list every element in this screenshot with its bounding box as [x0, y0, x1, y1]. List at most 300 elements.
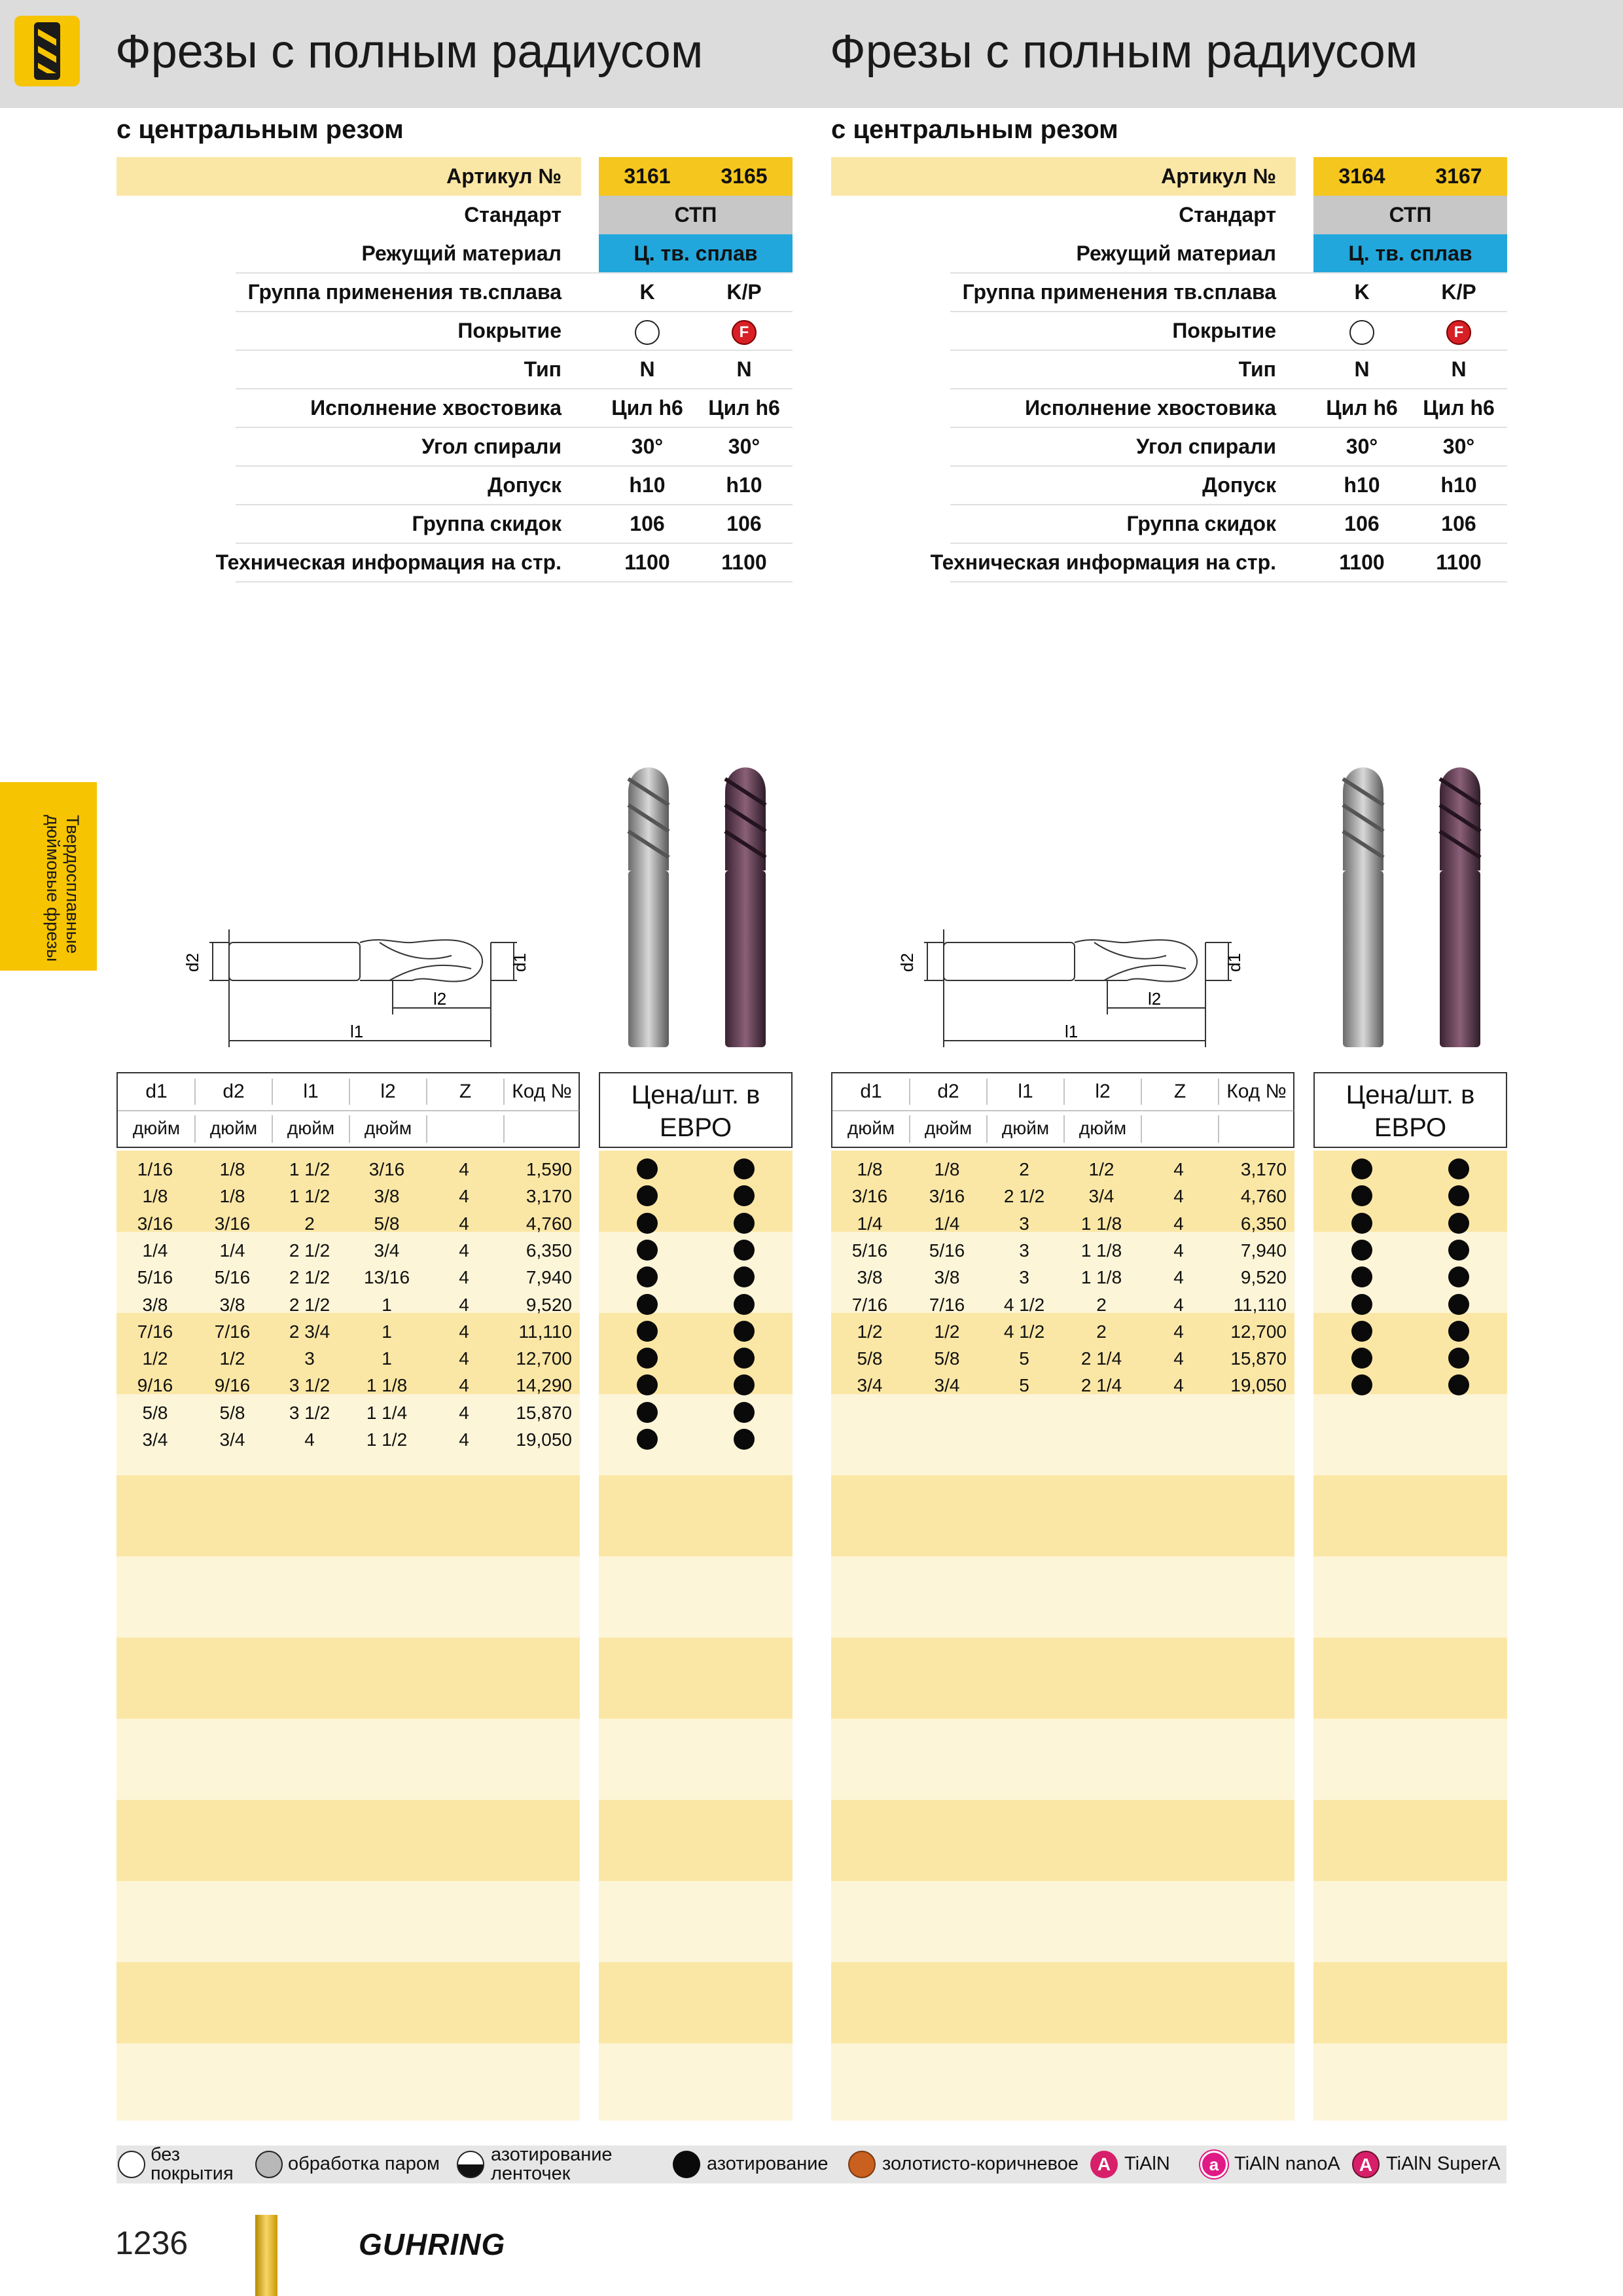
- table-cell: 4: [459, 1375, 469, 1396]
- table-cell: 15,870: [516, 1402, 572, 1423]
- col-header: l2: [1095, 1081, 1111, 1102]
- table-band: [1313, 1475, 1507, 1556]
- gold-brown-coating-icon: [848, 2151, 876, 2178]
- group-value: K: [1354, 280, 1370, 304]
- table-band: [1313, 1151, 1507, 1232]
- table-cell: 4: [459, 1159, 469, 1179]
- table-cell: 2: [1096, 1321, 1107, 1342]
- svg-text:d1: d1: [1224, 953, 1244, 972]
- table-cell: 4: [459, 1240, 469, 1261]
- discount-value: 106: [1344, 512, 1380, 535]
- availability-dot-icon: [637, 1213, 658, 1234]
- availability-dot-icon: [734, 1294, 755, 1315]
- spec-label: Группа скидок: [1126, 512, 1276, 535]
- material-value: Ц. тв. сплав: [1348, 242, 1472, 265]
- table-band: [599, 1151, 793, 1232]
- table-cell: 7/16: [929, 1294, 965, 1315]
- row-divider: [236, 311, 793, 312]
- type-value: N: [1354, 357, 1370, 381]
- discount-value: 106: [630, 512, 665, 535]
- table-cell: 4: [459, 1213, 469, 1234]
- table-cell: 6,350: [1240, 1213, 1287, 1234]
- legend-label: золотисто-коричневое: [882, 2153, 1079, 2174]
- table-cell: 7/16: [214, 1321, 251, 1342]
- discount-value: 106: [1441, 512, 1476, 535]
- table-cell: 2 1/4: [1080, 1375, 1122, 1396]
- table-cell: 4: [459, 1321, 469, 1342]
- table-band: [599, 1313, 793, 1394]
- table-cell: 1 1/2: [366, 1429, 408, 1450]
- availability-dot-icon: [637, 1402, 658, 1423]
- table-cell: 2: [1096, 1294, 1107, 1315]
- side-category-tab[interactable]: [0, 782, 97, 971]
- availability-dot-icon: [1448, 1158, 1469, 1179]
- table-band: [1313, 1719, 1507, 1800]
- table-cell: 3 1/2: [289, 1402, 330, 1423]
- table-band: [831, 1962, 1294, 2043]
- availability-dot-icon: [1448, 1348, 1469, 1369]
- table-band: [1313, 1232, 1507, 1313]
- shank-value: Цил h6: [611, 396, 683, 420]
- row-divider: [950, 543, 1507, 544]
- table-cell: 2 3/4: [289, 1321, 330, 1342]
- table-cell: 4: [304, 1429, 315, 1450]
- table-cell: 9/16: [137, 1375, 173, 1396]
- table-cell: 4: [459, 1294, 469, 1315]
- group-value: K: [639, 280, 655, 304]
- table-cell: 3/16: [368, 1159, 405, 1179]
- group-value: K/P: [1441, 280, 1476, 304]
- col-header: d2: [937, 1081, 959, 1102]
- helix-value: 30°: [1346, 435, 1378, 458]
- table-cell: 5/16: [851, 1240, 888, 1261]
- table-cell: 3/4: [374, 1240, 400, 1261]
- table-band: [599, 2043, 793, 2121]
- table-cell: 2 1/4: [1080, 1348, 1122, 1369]
- availability-dot-icon: [637, 1294, 658, 1315]
- row-divider: [236, 504, 793, 505]
- availability-dot-icon: [734, 1429, 755, 1450]
- table-cell: 4: [1173, 1375, 1184, 1396]
- table-cell: 5/16: [929, 1240, 965, 1261]
- table-cell: 1/4: [857, 1213, 883, 1234]
- table-cell: 4,760: [526, 1213, 572, 1234]
- table-cell: 4: [1173, 1159, 1184, 1179]
- table-cell: 2 1/2: [289, 1240, 330, 1261]
- table-cell: 7,940: [526, 1267, 572, 1288]
- col-header: Z: [1173, 1081, 1186, 1102]
- article-number: 3164: [1338, 164, 1385, 188]
- unit-label: дюйм: [209, 1118, 258, 1138]
- table-cell: 1,590: [526, 1159, 572, 1179]
- row-divider: [950, 427, 1507, 428]
- table-cell: 4: [1173, 1186, 1184, 1207]
- table-cell: 3/16: [137, 1213, 173, 1234]
- table-cell: 1/4: [934, 1213, 960, 1234]
- table-cell: 19,050: [1230, 1375, 1287, 1396]
- availability-dot-icon: [1351, 1213, 1372, 1234]
- spec-label: Тип: [524, 357, 562, 381]
- subtitle-right: с центральным резом: [831, 115, 1118, 144]
- table-cell: 12,700: [516, 1348, 572, 1369]
- row-divider: [950, 388, 1507, 389]
- table-cell: 4: [1173, 1348, 1184, 1369]
- table-cell: 3: [1019, 1267, 1029, 1288]
- spec-label: Исполнение хвостовика: [310, 396, 562, 420]
- availability-dot-icon: [1351, 1158, 1372, 1179]
- table-band: [599, 1719, 793, 1800]
- table-cell: 4: [1173, 1240, 1184, 1261]
- table-band: [116, 2043, 580, 2121]
- row-divider: [236, 543, 793, 544]
- availability-dot-icon: [734, 1348, 755, 1369]
- spec-label: Допуск: [488, 473, 562, 497]
- availability-dot-icon: [637, 1348, 658, 1369]
- table-cell: 1/4: [142, 1240, 168, 1261]
- coating-uncoated-icon: [599, 312, 696, 350]
- table-cell: 3,170: [1240, 1159, 1287, 1179]
- availability-dot-icon: [734, 1402, 755, 1423]
- table-cell: 5/8: [934, 1348, 960, 1369]
- table-cell: 19,050: [516, 1429, 572, 1450]
- table-cell: 3/8: [219, 1294, 245, 1315]
- table-cell: 5: [1019, 1375, 1029, 1396]
- availability-dot-icon: [1351, 1348, 1372, 1369]
- col-header: Z: [459, 1081, 472, 1102]
- table-cell: 4 1/2: [1003, 1321, 1045, 1342]
- table-cell: 3/4: [857, 1375, 883, 1396]
- table-band: [1313, 2043, 1507, 2121]
- brand-logo: GUHRING: [359, 2227, 506, 2261]
- nitrided-icon: [673, 2151, 700, 2178]
- spec-label: Режущий материал: [1076, 242, 1276, 265]
- drill-logo-icon: [14, 16, 80, 86]
- table-cell: 3/16: [929, 1186, 965, 1207]
- table-band: [599, 1881, 793, 1962]
- techpage-value: 1100: [1339, 550, 1385, 574]
- dimensions-table-header-left: [116, 1072, 580, 1148]
- svg-text:d1: d1: [510, 953, 529, 972]
- group-value: K/P: [726, 280, 762, 304]
- end-mill-photo-left: [609, 753, 779, 1054]
- availability-dot-icon: [1351, 1240, 1372, 1261]
- table-cell: 1 1/8: [1080, 1213, 1122, 1234]
- table-band: [831, 1475, 1294, 1556]
- table-band: [831, 1719, 1294, 1800]
- table-band: [831, 1638, 1294, 1719]
- table-cell: 13/16: [363, 1267, 410, 1288]
- tialn-nanoa-icon: a: [1200, 2151, 1228, 2178]
- availability-dot-icon: [1448, 1266, 1469, 1287]
- table-band: [1313, 1800, 1507, 1881]
- row-divider: [950, 311, 1507, 312]
- material-value: Ц. тв. сплав: [633, 242, 758, 265]
- spec-label: Техническая информация на стр.: [930, 550, 1276, 574]
- availability-dot-icon: [1351, 1266, 1372, 1287]
- table-band: [1313, 1556, 1507, 1638]
- spec-label: Угол спирали: [421, 435, 562, 458]
- uncoated-icon: [118, 2151, 145, 2178]
- coating-f-icon: F: [1410, 312, 1507, 350]
- svg-text:d2: d2: [897, 953, 917, 972]
- table-band: [599, 1556, 793, 1638]
- table-cell: 3/4: [1088, 1186, 1115, 1207]
- legend-label: TiAlN: [1124, 2153, 1170, 2174]
- table-cell: 5/8: [857, 1348, 883, 1369]
- footer-accent-bar: [255, 2215, 277, 2296]
- svg-text:l1: l1: [350, 1022, 364, 1041]
- table-band: [116, 1962, 580, 2043]
- availability-dot-icon: [1448, 1240, 1469, 1261]
- table-cell: 3/4: [142, 1429, 168, 1450]
- table-band: [116, 1475, 580, 1556]
- table-cell: 2 1/2: [1003, 1186, 1045, 1207]
- price-header-left: Цена/шт. в ЕВРО: [599, 1072, 793, 1148]
- table-cell: 5/8: [374, 1213, 400, 1234]
- table-cell: 5/16: [214, 1267, 251, 1288]
- table-band: [1313, 1638, 1507, 1719]
- unit-label: дюйм: [1001, 1118, 1050, 1138]
- table-cell: 1 1/4: [366, 1402, 408, 1423]
- tolerance-value: h10: [726, 473, 762, 497]
- steam-treated-icon: [255, 2151, 283, 2178]
- table-band: [599, 1800, 793, 1881]
- table-cell: 4: [1173, 1267, 1184, 1288]
- table-cell: 9/16: [214, 1375, 251, 1396]
- unit-label: дюйм: [287, 1118, 335, 1138]
- page-title-left: Фрезы с полным радиусом: [115, 26, 704, 78]
- legend-label: азотирование ленточек: [491, 2144, 613, 2184]
- availability-dot-icon: [637, 1321, 658, 1342]
- availability-dot-icon: [1448, 1213, 1469, 1234]
- row-divider: [950, 504, 1507, 505]
- helix-value: 30°: [728, 435, 760, 458]
- coating-legend: [116, 2145, 1507, 2183]
- availability-dot-icon: [1448, 1321, 1469, 1342]
- end-mill-drawing-right: [878, 916, 1258, 1060]
- table-cell: 1/8: [934, 1159, 960, 1179]
- helix-value: 30°: [1442, 435, 1475, 458]
- table-cell: 3/8: [934, 1267, 960, 1288]
- table-cell: 1/16: [137, 1159, 173, 1179]
- table-cell: 15,870: [1230, 1348, 1287, 1369]
- end-mill-drawing-left: [164, 916, 543, 1060]
- availability-dot-icon: [637, 1266, 658, 1287]
- table-cell: 3: [1019, 1240, 1029, 1261]
- table-cell: 4: [459, 1267, 469, 1288]
- table-cell: 1 1/2: [289, 1186, 330, 1207]
- tolerance-value: h10: [1440, 473, 1477, 497]
- table-cell: 14,290: [516, 1375, 572, 1396]
- table-cell: 7,940: [1240, 1240, 1287, 1261]
- standard-value: СТП: [1389, 203, 1432, 226]
- unit-label: дюйм: [364, 1118, 412, 1138]
- table-cell: 12,700: [1230, 1321, 1287, 1342]
- spec-label: Стандарт: [464, 203, 562, 226]
- availability-dot-icon: [637, 1240, 658, 1261]
- col-header: d1: [145, 1081, 168, 1102]
- table-band: [116, 1638, 580, 1719]
- table-cell: 2 1/2: [289, 1294, 330, 1315]
- table-band: [1313, 1313, 1507, 1394]
- row-divider: [950, 465, 1507, 467]
- legend-label: TiAlN SuperA: [1386, 2153, 1501, 2174]
- row-divider: [236, 581, 793, 583]
- price-header-right: Цена/шт. в ЕВРО: [1313, 1072, 1507, 1148]
- table-cell: 1/8: [142, 1186, 168, 1207]
- spec-label: Группа скидок: [412, 512, 562, 535]
- techpage-value: 1100: [721, 550, 767, 574]
- coating-uncoated-icon: [1313, 312, 1410, 350]
- legend-label: TiAlN nanoA: [1234, 2153, 1340, 2174]
- row-divider: [950, 581, 1507, 583]
- svg-text:l2: l2: [433, 989, 447, 1009]
- table-cell: 3/8: [374, 1186, 400, 1207]
- spec-label: Группа применения тв.сплава: [962, 280, 1276, 304]
- col-header: l1: [303, 1081, 319, 1102]
- table-cell: 5: [1019, 1348, 1029, 1369]
- table-cell: 4,760: [1240, 1186, 1287, 1207]
- svg-text:l2: l2: [1148, 989, 1162, 1009]
- availability-dot-icon: [734, 1321, 755, 1342]
- legend-label: без покрытия: [151, 2144, 234, 2184]
- spec-label: Угол спирали: [1136, 435, 1276, 458]
- article-number: 3167: [1435, 164, 1482, 188]
- table-band: [831, 1800, 1294, 1881]
- row-divider: [236, 427, 793, 428]
- table-cell: 1/8: [219, 1159, 245, 1179]
- page-number: 1236: [115, 2225, 188, 2261]
- availability-dot-icon: [1351, 1294, 1372, 1315]
- table-cell: 3: [304, 1348, 315, 1369]
- unit-label: дюйм: [924, 1118, 972, 1138]
- row-divider: [950, 272, 1507, 274]
- spec-label: Стандарт: [1179, 203, 1276, 226]
- table-cell: 4: [459, 1429, 469, 1450]
- tolerance-value: h10: [1344, 473, 1380, 497]
- type-value: N: [736, 357, 752, 381]
- table-band: [1313, 1881, 1507, 1962]
- row-divider: [236, 465, 793, 467]
- spec-label: Допуск: [1202, 473, 1276, 497]
- col-header: l1: [1018, 1081, 1033, 1102]
- table-cell: 4: [459, 1186, 469, 1207]
- header-grid-lines: [118, 1073, 580, 1148]
- unit-label: дюйм: [132, 1118, 181, 1138]
- table-band: [1313, 1962, 1507, 2043]
- type-value: N: [639, 357, 655, 381]
- table-band: [831, 2043, 1294, 2121]
- table-cell: 2: [304, 1213, 315, 1234]
- col-header: Код №: [1226, 1081, 1287, 1102]
- table-cell: 9,520: [526, 1294, 572, 1315]
- col-header: d1: [860, 1081, 882, 1102]
- helix-value: 30°: [631, 435, 664, 458]
- table-cell: 5/8: [219, 1402, 245, 1423]
- side-tab-label: Твердосплавные дюймовые фрезы: [43, 815, 82, 962]
- table-cell: 1: [382, 1321, 392, 1342]
- table-cell: 4 1/2: [1003, 1294, 1045, 1315]
- availability-dot-icon: [637, 1158, 658, 1179]
- table-cell: 9,520: [1240, 1267, 1287, 1288]
- table-cell: 4: [1173, 1213, 1184, 1234]
- svg-text:d2: d2: [183, 953, 202, 972]
- table-cell: 7/16: [137, 1321, 173, 1342]
- spec-label: Режущий материал: [361, 242, 562, 265]
- table-cell: 3: [1019, 1213, 1029, 1234]
- availability-dot-icon: [1448, 1294, 1469, 1315]
- tolerance-value: h10: [629, 473, 666, 497]
- table-cell: 1 1/8: [1080, 1267, 1122, 1288]
- table-cell: 2: [1019, 1159, 1029, 1179]
- table-cell: 4: [459, 1348, 469, 1369]
- unit-label: дюйм: [1079, 1118, 1127, 1138]
- spec-label: Покрытие: [457, 319, 562, 342]
- header-grid-lines: [832, 1073, 1294, 1148]
- table-band: [116, 1719, 580, 1800]
- availability-dot-icon: [734, 1266, 755, 1287]
- table-band: [599, 1394, 793, 1475]
- availability-dot-icon: [734, 1213, 755, 1234]
- type-value: N: [1451, 357, 1467, 381]
- spec-label: Техническая информация на стр.: [215, 550, 562, 574]
- table-cell: 1/2: [857, 1321, 883, 1342]
- unit-label: дюйм: [847, 1118, 895, 1138]
- table-cell: 1 1/8: [366, 1375, 408, 1396]
- table-cell: 11,110: [1233, 1294, 1287, 1315]
- table-band: [831, 1556, 1294, 1638]
- techpage-value: 1100: [1436, 550, 1482, 574]
- shank-value: Цил h6: [1423, 396, 1495, 420]
- row-divider: [950, 350, 1507, 351]
- table-cell: 1/8: [219, 1186, 245, 1207]
- table-band: [1313, 1394, 1507, 1475]
- table-cell: 4: [1173, 1294, 1184, 1315]
- table-band: [116, 1881, 580, 1962]
- table-cell: 3,170: [526, 1186, 572, 1207]
- table-cell: 7/16: [851, 1294, 888, 1315]
- spec-label: Тип: [1238, 357, 1276, 381]
- nitrided-strip-icon: [457, 2151, 484, 2178]
- table-cell: 6,350: [526, 1240, 572, 1261]
- discount-value: 106: [726, 512, 762, 535]
- table-cell: 1/2: [1088, 1159, 1115, 1179]
- end-mill-photo-right: [1323, 753, 1493, 1054]
- table-band: [599, 1475, 793, 1556]
- table-band: [116, 1556, 580, 1638]
- table-band: [599, 1962, 793, 2043]
- spec-label: Исполнение хвостовика: [1025, 396, 1276, 420]
- table-band: [116, 1800, 580, 1881]
- table-cell: 5/8: [142, 1402, 168, 1423]
- table-cell: 2 1/2: [289, 1267, 330, 1288]
- article-number: 3161: [624, 164, 671, 188]
- standard-value: СТП: [674, 203, 717, 226]
- table-cell: 11,110: [518, 1321, 572, 1342]
- table-cell: 1: [382, 1348, 392, 1369]
- table-cell: 1/8: [857, 1159, 883, 1179]
- table-cell: 4: [1173, 1321, 1184, 1342]
- tialn-supera-icon: A: [1352, 2151, 1380, 2178]
- table-band: [599, 1232, 793, 1313]
- col-header: l2: [380, 1081, 396, 1102]
- table-cell: 1/4: [219, 1240, 245, 1261]
- tialn-icon: A: [1090, 2151, 1118, 2178]
- table-band: [599, 1638, 793, 1719]
- table-cell: 1/2: [219, 1348, 245, 1369]
- shank-value: Цил h6: [1326, 396, 1398, 420]
- legend-label: азотирование: [707, 2153, 829, 2174]
